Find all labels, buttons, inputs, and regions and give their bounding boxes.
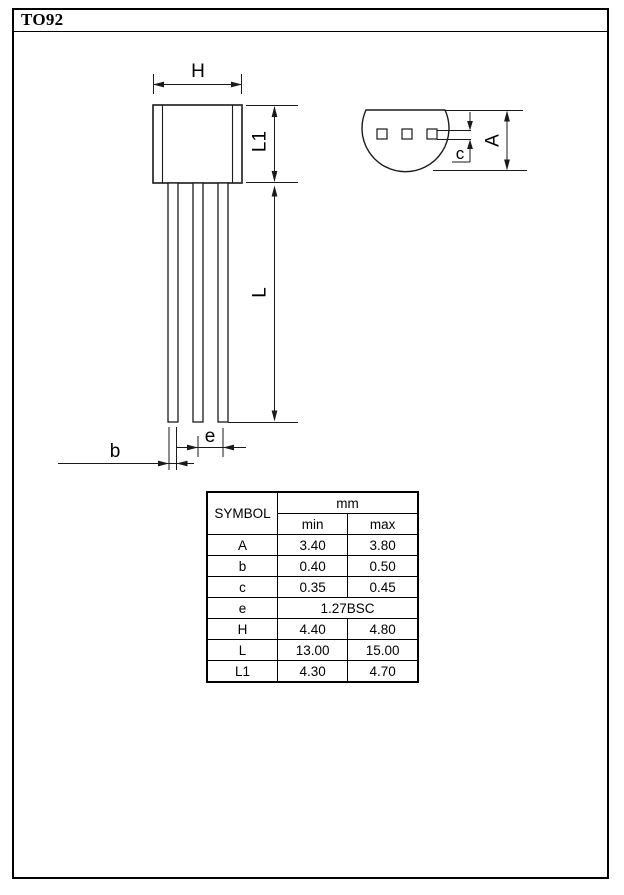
table-row (207, 556, 418, 577)
symbol-cell: c (207, 577, 278, 598)
col-header-unit: mm (278, 492, 419, 514)
min-cell: 13.00 (278, 640, 348, 661)
col-header-min: min (278, 514, 348, 535)
symbol-cell: e (207, 598, 278, 619)
max-cell: 0.50 (348, 556, 418, 577)
max-cell: 3.80 (348, 535, 418, 556)
dim-label-b: b (109, 441, 121, 462)
dim-label-h: H (191, 61, 205, 82)
dim-label-l1: L1 (249, 130, 271, 153)
dim-label-e: e (204, 426, 216, 447)
min-cell: 4.40 (278, 619, 348, 640)
max-cell: 4.80 (348, 619, 418, 640)
table-row (207, 661, 418, 683)
table-row (207, 619, 418, 640)
table-row (207, 640, 418, 661)
min-cell: 3.40 (278, 535, 348, 556)
table-header-row (207, 492, 418, 514)
dim-label-a: A (482, 134, 504, 147)
symbol-cell: H (207, 619, 278, 640)
symbol-cell: L1 (207, 661, 278, 683)
symbol-cell: L (207, 640, 278, 661)
table-row (207, 577, 418, 598)
page-title: TO92 (21, 10, 64, 29)
dimension-table (206, 491, 419, 683)
min-cell: 0.40 (278, 556, 348, 577)
package-body-top (362, 110, 449, 172)
lead-cross-sections (377, 129, 437, 139)
min-cell: 0.35 (278, 577, 348, 598)
dim-label-c: c (455, 144, 465, 163)
max-cell: 4.70 (348, 661, 418, 683)
col-header-max: max (348, 514, 418, 535)
col-header-symbol: SYMBOL (207, 492, 278, 535)
max-cell: 0.45 (348, 577, 418, 598)
merged-value-cell: 1.27BSC (278, 598, 419, 619)
max-cell: 15.00 (348, 640, 418, 661)
package-body (153, 105, 242, 183)
dim-label-l: L (249, 287, 271, 298)
symbol-cell: b (207, 556, 278, 577)
table-row (207, 535, 418, 556)
symbol-cell: A (207, 535, 278, 556)
table-row (207, 598, 418, 619)
package-leads (168, 183, 228, 422)
min-cell: 4.30 (278, 661, 348, 683)
